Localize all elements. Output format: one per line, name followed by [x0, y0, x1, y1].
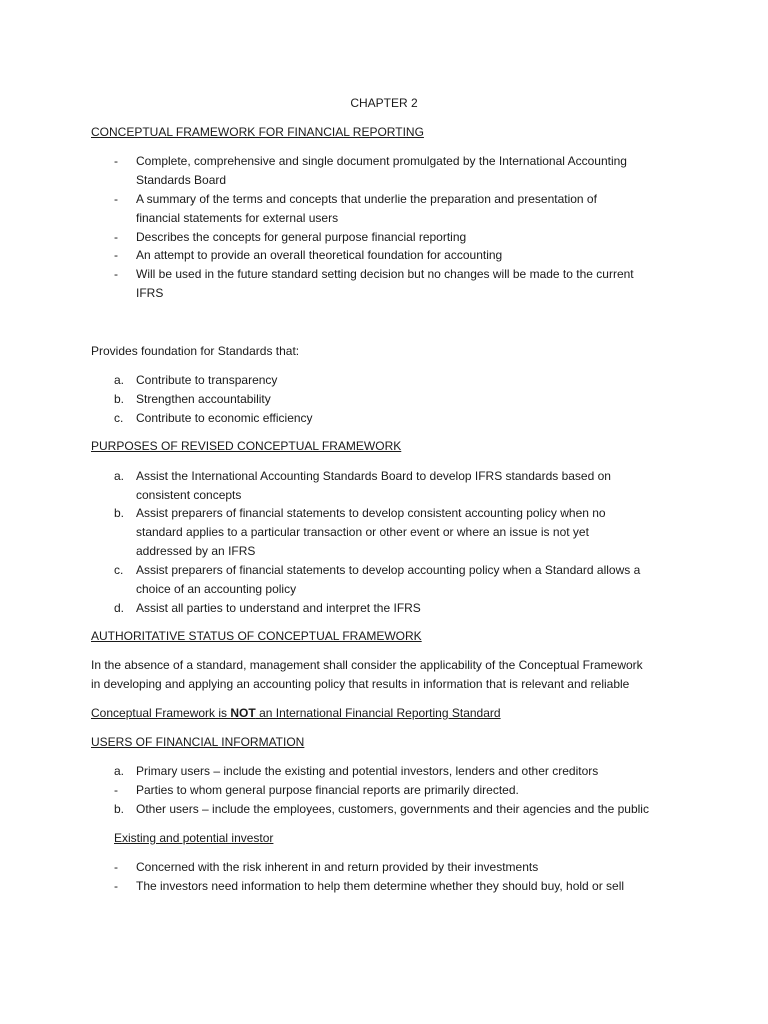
- list-item-line: addressed by an IFRS: [136, 544, 256, 558]
- list-marker: c.: [114, 411, 124, 425]
- list-item-line: Will be used in the future standard setting decision but no changes will be made to the current: [136, 267, 634, 281]
- list-marker: a.: [114, 469, 125, 483]
- authoritative-paragraph-line: in developing and applying an accounting policy that results in information that is relevant and reliable: [91, 677, 630, 691]
- section-heading-users: USERS OF FINANCIAL INFORMATION: [91, 735, 305, 749]
- list-item-line: Assist preparers of financial statements to develop accounting policy when a Standard allows a: [136, 563, 641, 577]
- list-marker: -: [114, 230, 118, 244]
- list-marker: b.: [114, 506, 125, 520]
- list-marker: -: [114, 154, 118, 168]
- list-marker: b.: [114, 802, 125, 816]
- list-marker: -: [114, 267, 118, 281]
- list-item-line: choice of an accounting policy: [136, 582, 297, 596]
- list-item-line: IFRS: [136, 286, 164, 300]
- list-item-line: An attempt to provide an overall theoretical foundation for accounting: [136, 248, 503, 262]
- list-item-line: Assist preparers of financial statements to develop consistent accounting policy when no: [136, 506, 606, 520]
- list-item-line: Complete, comprehensive and single document promulgated by the International Accounting: [136, 154, 627, 168]
- list-marker: c.: [114, 563, 124, 577]
- list-item-line: consistent concepts: [136, 488, 242, 502]
- list-marker: a.: [114, 764, 125, 778]
- list-marker: -: [114, 860, 118, 874]
- list-item-line: Concerned with the risk inherent in and return provided by their investments: [136, 860, 539, 874]
- authoritative-paragraph-line: In the absence of a standard, management shall consider the applicability of the Conceptual Framework: [91, 658, 643, 672]
- list-marker: -: [114, 248, 118, 262]
- list-item-line: Other users – include the employees, customers, governments and their agencies and the public: [136, 802, 649, 816]
- section-heading-purposes: PURPOSES OF REVISED CONCEPTUAL FRAMEWORK: [91, 439, 402, 453]
- list-item-line: Strengthen accountability: [136, 392, 271, 406]
- subheading-investors: Existing and potential investor: [114, 831, 274, 845]
- list-marker: -: [114, 783, 118, 797]
- list-item-line: Contribute to economic efficiency: [136, 411, 313, 425]
- list-item-line: Assist all parties to understand and interpret the IFRS: [136, 601, 421, 615]
- list-marker: d.: [114, 601, 125, 615]
- list-item-line: standard applies to a particular transaction or other event or where an issue is not yet: [136, 525, 589, 539]
- framework-not-ifrs-note: [91, 704, 501, 723]
- section-heading-framework: CONCEPTUAL FRAMEWORK FOR FINANCIAL REPORTING: [91, 125, 424, 139]
- list-marker: -: [114, 192, 118, 206]
- note-text: an International Financial Reporting Standard: [255, 706, 501, 720]
- list-marker: -: [114, 879, 118, 893]
- note-text: Conceptual Framework is: [91, 706, 231, 720]
- chapter-title: CHAPTER 2: [350, 96, 418, 110]
- list-item-line: The investors need information to help them determine whether they should buy, hold or sell: [136, 879, 625, 893]
- list-item-line: Standards Board: [136, 173, 227, 187]
- list-item-line: Parties to whom general purpose financial reports are primarily directed.: [136, 783, 519, 797]
- note-emphasis: NOT: [230, 706, 256, 720]
- list-item-line: Assist the International Accounting Standards Board to develop IFRS standards based on: [136, 469, 611, 483]
- list-item-line: A summary of the terms and concepts that underlie the preparation and presentation of: [136, 192, 597, 206]
- foundation-intro: Provides foundation for Standards that:: [91, 344, 300, 358]
- list-item-line: Contribute to transparency: [136, 373, 278, 387]
- list-item-line: Primary users – include the existing and potential investors, lenders and other creditors: [136, 764, 599, 778]
- section-heading-authoritative: AUTHORITATIVE STATUS OF CONCEPTUAL FRAMEWORK: [91, 629, 422, 643]
- list-item-line: financial statements for external users: [136, 211, 339, 225]
- list-marker: a.: [114, 373, 125, 387]
- list-item-line: Describes the concepts for general purpose financial reporting: [136, 230, 467, 244]
- list-marker: b.: [114, 392, 125, 406]
